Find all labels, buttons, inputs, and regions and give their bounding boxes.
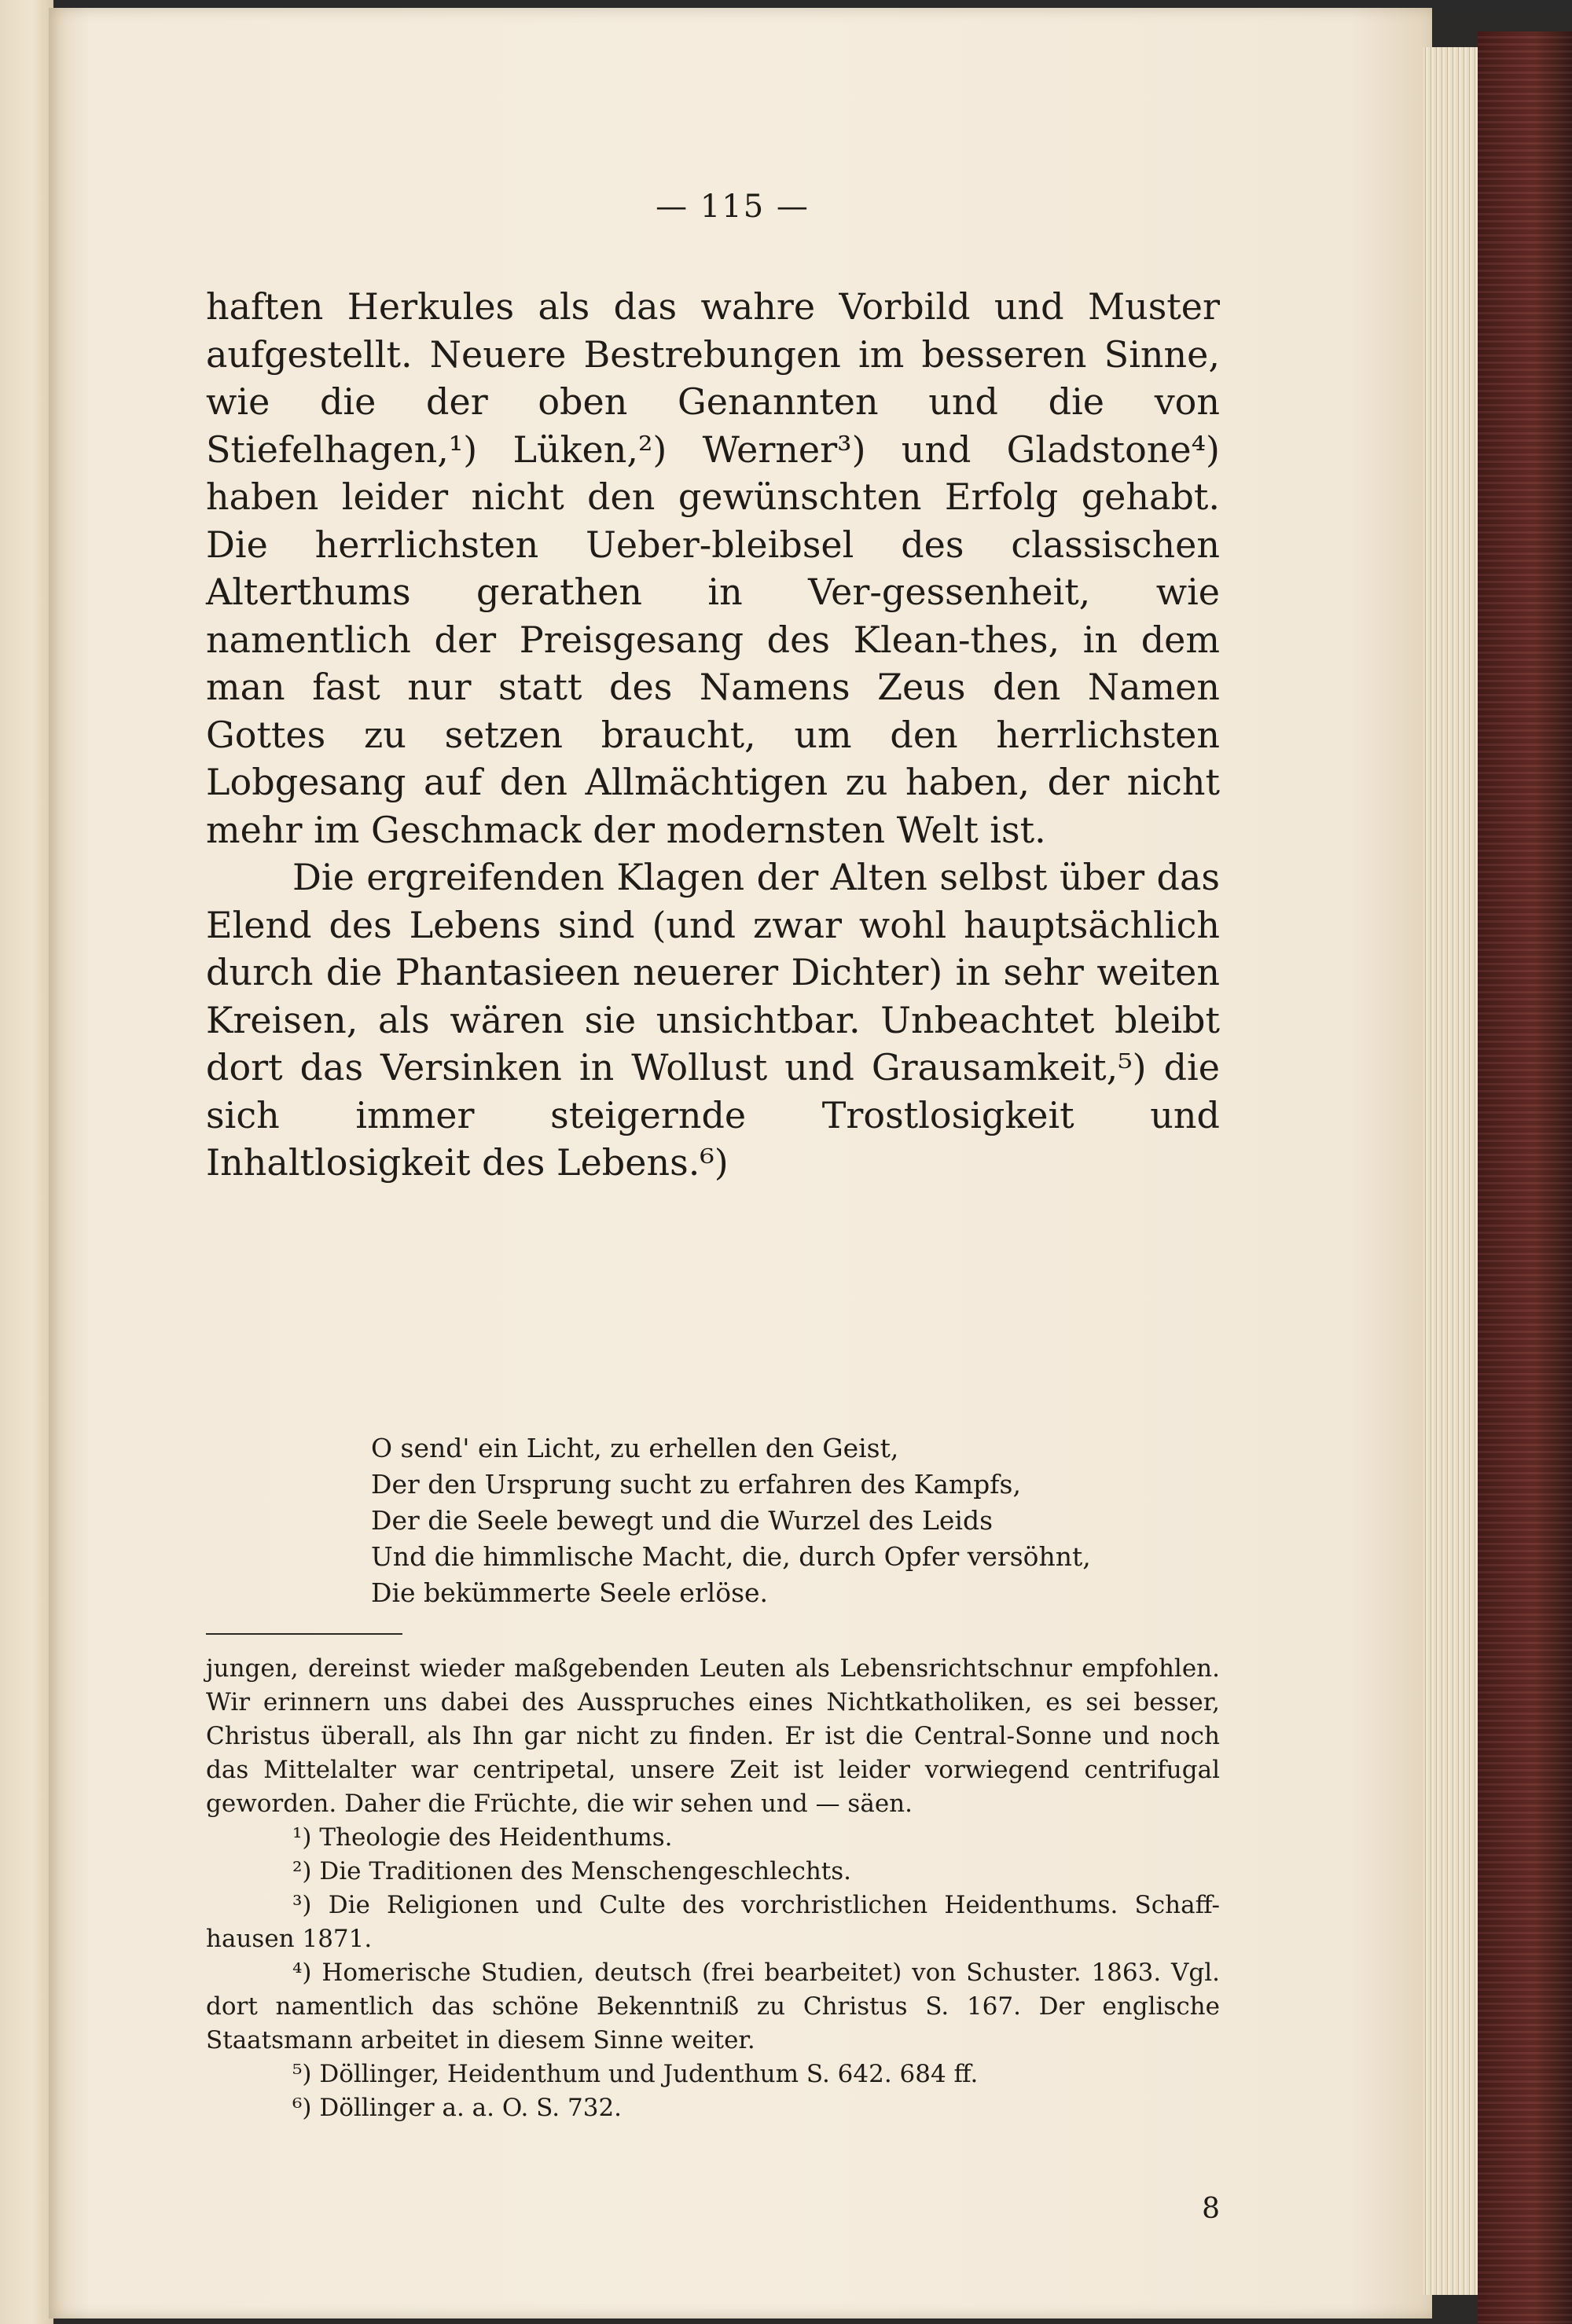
book-cover-edge bbox=[1478, 31, 1572, 2324]
footnote-item: ¹) Theologie des Heidenthums. bbox=[292, 1823, 673, 1852]
footnote-item: ⁵) Döllinger, Heidenthum und Judenthum S. 642. 684 ff. bbox=[292, 2060, 979, 2088]
footnote-continuation: jungen, dereinst wieder maßgebenden Leuten als Lebensrichtschnur empfohlen. Wir erinnern uns dabei des Ausspruches eines Nichtkatholiken, es sei besser, Christus überall, als Ihn gar nicht zu finden. Er ist die Central-Sonne und noch das Mittelalter war centripetal, unsere Zeit ist leider vorwiegend centrifugal geworden. Daher die Früchte, die wir sehen und — säen. bbox=[206, 1654, 1220, 1818]
signature-mark: 8 bbox=[1202, 2193, 1220, 2225]
poem-line: Und die himmlische Macht, die, durch Opfer versöhnt, bbox=[371, 1541, 1091, 1572]
footnote-item: ⁶) Döllinger a. a. O. S. 732. bbox=[292, 2094, 623, 2122]
paragraph-2: Die ergreifenden Klagen der Alten selbst über das Elend des Lebens sind (und zwar wohl hauptsächlich durch die Phantasieen neuerer Dichter) in sehr weiten Kreisen, als wären sie unsichtbar. Unbeachtet bleibt dort das Versinken in Wollust und Grausamkeit,⁵) die sich immer steigernde Trostlosigkeit und Inhaltlosigkeit des Lebens.⁶) bbox=[206, 856, 1220, 1184]
poem-line: Die bekümmerte Seele erlöse. bbox=[371, 1577, 769, 1608]
book-page bbox=[49, 8, 1432, 2318]
footnote-item: ⁴) Homerische Studien, deutsch (frei bearbeitet) von Schuster. 1863. Vgl. dort namentlich das schöne Bekenntniß zu Christus S. 167. Der englische Staatsmann arbeitet in diesem Sinne weiter. bbox=[206, 1959, 1220, 2054]
paragraph-1: haften Herkules als das wahre Vorbild und Muster aufgestellt. Neuere Bestrebungen im besseren Sinne, wie die der oben Genannten und die von Stiefelhagen,¹) Lüken,²) Werner³) und Gladstone⁴) haben leider nicht den gewünschten Erfolg gehabt. Die herrlichsten Ueber-bleibsel des classischen Alterthums gerathen in Ver-gessenheit, wie namentlich der Preisgesang des Klean-thes, in dem man fast nur statt des Namens Zeus den Namen Gottes zu setzen braucht, um den herrlichsten Lobgesang auf den Allmächtigen zu haben, der nicht mehr im Geschmack der modernsten Welt ist. bbox=[206, 285, 1220, 851]
page-stack-edges bbox=[1423, 47, 1478, 2295]
poem-verse bbox=[371, 1430, 1220, 1611]
footnote-item: ²) Die Traditionen des Menschengeschlechts. bbox=[292, 1857, 852, 1885]
footnote-divider bbox=[206, 1633, 402, 1635]
poem-line: Der die Seele bewegt und die Wurzel des Leids bbox=[371, 1505, 994, 1536]
poem-line: Der den Ursprung sucht zu erfahren des Kampfs, bbox=[371, 1469, 1021, 1500]
poem-line: O send' ein Licht, zu erhellen den Geist, bbox=[371, 1433, 899, 1463]
left-page-edge bbox=[0, 0, 53, 2324]
page-number: — 115 — bbox=[656, 189, 810, 225]
footnote-item: ³) Die Religionen und Culte des vorchristlichen Heidenthums. Schaff-hausen 1871. bbox=[206, 1891, 1220, 1953]
footnotes bbox=[206, 1652, 1220, 2125]
body-text bbox=[206, 283, 1220, 1187]
